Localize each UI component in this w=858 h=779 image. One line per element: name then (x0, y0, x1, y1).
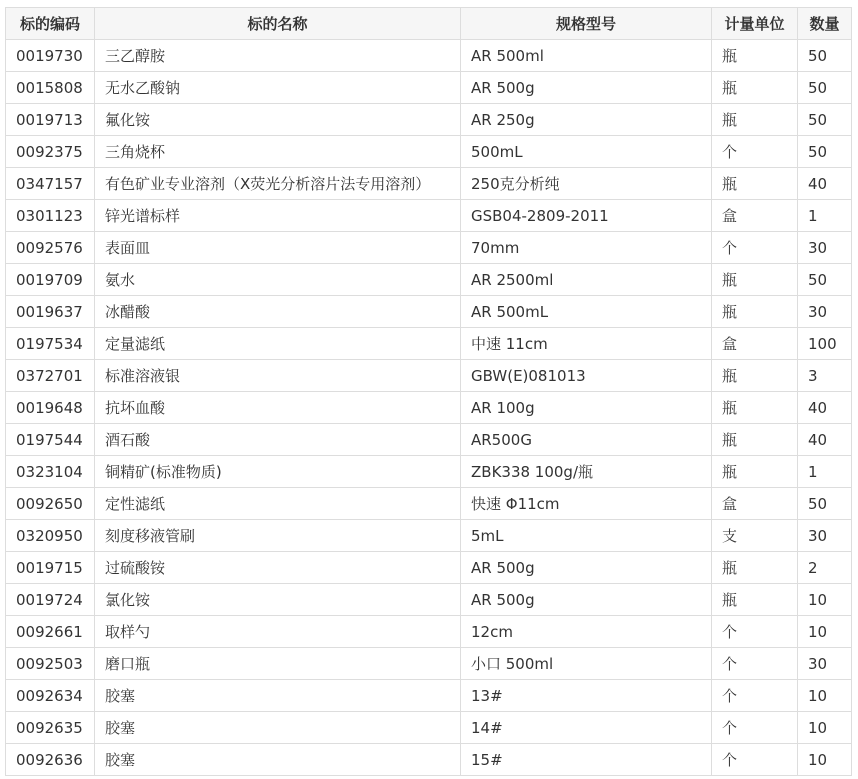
cell-code: 0092503 (6, 648, 95, 680)
cell-quantity: 1 (798, 200, 852, 232)
table-header (6, 8, 852, 40)
cell-unit: 个 (712, 616, 798, 648)
cell-code: 0092661 (6, 616, 95, 648)
cell-code: 0323104 (6, 456, 95, 488)
cell-spec: AR 2500ml (461, 264, 712, 296)
header-unit: 计量单位 (712, 8, 798, 40)
cell-code: 0019730 (6, 40, 95, 72)
cell-spec: 250克分析纯 (461, 168, 712, 200)
table-row (6, 616, 852, 648)
table-row (6, 712, 852, 744)
cell-code: 0320950 (6, 520, 95, 552)
cell-quantity: 30 (798, 520, 852, 552)
cell-code: 0092635 (6, 712, 95, 744)
cell-name: 铜精矿(标准物质) (95, 456, 461, 488)
cell-unit: 盒 (712, 328, 798, 360)
cell-code: 0092634 (6, 680, 95, 712)
cell-code: 0019648 (6, 392, 95, 424)
cell-name: 氨水 (95, 264, 461, 296)
cell-name: 抗坏血酸 (95, 392, 461, 424)
cell-spec: AR 500g (461, 552, 712, 584)
cell-quantity: 50 (798, 104, 852, 136)
cell-name: 三乙醇胺 (95, 40, 461, 72)
cell-unit: 盒 (712, 488, 798, 520)
header-spec: 规格型号 (461, 8, 712, 40)
cell-code: 0197534 (6, 328, 95, 360)
cell-unit: 瓶 (712, 40, 798, 72)
cell-unit: 瓶 (712, 552, 798, 584)
cell-quantity: 30 (798, 232, 852, 264)
cell-name: 刻度移液管刷 (95, 520, 461, 552)
table-row (6, 456, 852, 488)
cell-unit: 瓶 (712, 360, 798, 392)
cell-code: 0372701 (6, 360, 95, 392)
header-quantity: 数量 (798, 8, 852, 40)
cell-unit: 瓶 (712, 72, 798, 104)
table-row (6, 744, 852, 776)
cell-name: 三角烧杯 (95, 136, 461, 168)
table-row (6, 200, 852, 232)
table-row (6, 328, 852, 360)
cell-spec: AR 100g (461, 392, 712, 424)
cell-spec: ZBK338 100g/瓶 (461, 456, 712, 488)
table-row (6, 392, 852, 424)
cell-code: 0015808 (6, 72, 95, 104)
cell-unit: 瓶 (712, 424, 798, 456)
cell-name: 表面皿 (95, 232, 461, 264)
cell-spec: AR 250g (461, 104, 712, 136)
cell-spec: 13# (461, 680, 712, 712)
cell-spec: 快速 Φ11cm (461, 488, 712, 520)
cell-quantity: 40 (798, 168, 852, 200)
table-row (6, 136, 852, 168)
cell-spec: 15# (461, 744, 712, 776)
cell-name: 定性滤纸 (95, 488, 461, 520)
cell-unit: 个 (712, 136, 798, 168)
table-row (6, 104, 852, 136)
cell-unit: 瓶 (712, 264, 798, 296)
cell-code: 0019713 (6, 104, 95, 136)
table-row (6, 520, 852, 552)
cell-quantity: 30 (798, 648, 852, 680)
cell-spec: GSB04-2809-2011 (461, 200, 712, 232)
cell-quantity: 50 (798, 72, 852, 104)
header-row (6, 8, 852, 40)
cell-spec: 12cm (461, 616, 712, 648)
cell-quantity: 1 (798, 456, 852, 488)
cell-spec: 5mL (461, 520, 712, 552)
table-row (6, 648, 852, 680)
cell-name: 无水乙酸钠 (95, 72, 461, 104)
cell-spec: GBW(E)081013 (461, 360, 712, 392)
cell-name: 取样勺 (95, 616, 461, 648)
cell-code: 0092650 (6, 488, 95, 520)
header-name: 标的名称 (95, 8, 461, 40)
cell-spec: 14# (461, 712, 712, 744)
cell-name: 过硫酸铵 (95, 552, 461, 584)
cell-unit: 个 (712, 648, 798, 680)
cell-quantity: 10 (798, 712, 852, 744)
cell-spec: AR500G (461, 424, 712, 456)
cell-unit: 瓶 (712, 296, 798, 328)
cell-name: 氟化铵 (95, 104, 461, 136)
cell-unit: 个 (712, 712, 798, 744)
cell-quantity: 10 (798, 616, 852, 648)
cell-quantity: 50 (798, 264, 852, 296)
cell-code: 0092576 (6, 232, 95, 264)
materials-table (5, 7, 852, 776)
cell-unit: 个 (712, 232, 798, 264)
cell-quantity: 50 (798, 40, 852, 72)
cell-spec: AR 500mL (461, 296, 712, 328)
table-row (6, 168, 852, 200)
cell-unit: 瓶 (712, 168, 798, 200)
cell-spec: AR 500ml (461, 40, 712, 72)
table-container (5, 7, 852, 776)
table-row (6, 72, 852, 104)
cell-unit: 支 (712, 520, 798, 552)
table-body (6, 40, 852, 776)
cell-name: 酒石酸 (95, 424, 461, 456)
cell-quantity: 100 (798, 328, 852, 360)
cell-name: 冰醋酸 (95, 296, 461, 328)
cell-quantity: 10 (798, 680, 852, 712)
cell-quantity: 2 (798, 552, 852, 584)
cell-name: 胶塞 (95, 744, 461, 776)
cell-spec: 中速 11cm (461, 328, 712, 360)
cell-code: 0197544 (6, 424, 95, 456)
cell-name: 标准溶液银 (95, 360, 461, 392)
table-row (6, 360, 852, 392)
cell-quantity: 3 (798, 360, 852, 392)
cell-name: 锌光谱标样 (95, 200, 461, 232)
cell-quantity: 50 (798, 136, 852, 168)
cell-code: 0019724 (6, 584, 95, 616)
cell-unit: 个 (712, 680, 798, 712)
cell-unit: 盒 (712, 200, 798, 232)
table-row (6, 40, 852, 72)
cell-code: 0019715 (6, 552, 95, 584)
cell-quantity: 40 (798, 392, 852, 424)
table-row (6, 488, 852, 520)
cell-code: 0019709 (6, 264, 95, 296)
header-code: 标的编码 (6, 8, 95, 40)
cell-quantity: 40 (798, 424, 852, 456)
table-row (6, 680, 852, 712)
cell-name: 胶塞 (95, 680, 461, 712)
cell-quantity: 10 (798, 584, 852, 616)
cell-code: 0092375 (6, 136, 95, 168)
cell-code: 0019637 (6, 296, 95, 328)
cell-unit: 瓶 (712, 104, 798, 136)
table-row (6, 552, 852, 584)
table-row (6, 264, 852, 296)
cell-quantity: 50 (798, 488, 852, 520)
table-row (6, 296, 852, 328)
cell-name: 胶塞 (95, 712, 461, 744)
cell-unit: 瓶 (712, 392, 798, 424)
cell-spec: 小口 500ml (461, 648, 712, 680)
table-row (6, 232, 852, 264)
cell-name: 有色矿业专业溶剂（X荧光分析溶片法专用溶剂） (95, 168, 461, 200)
cell-unit: 瓶 (712, 584, 798, 616)
cell-name: 磨口瓶 (95, 648, 461, 680)
cell-unit: 瓶 (712, 456, 798, 488)
cell-code: 0301123 (6, 200, 95, 232)
table-row (6, 584, 852, 616)
cell-quantity: 10 (798, 744, 852, 776)
cell-name: 氯化铵 (95, 584, 461, 616)
cell-code: 0092636 (6, 744, 95, 776)
cell-quantity: 30 (798, 296, 852, 328)
cell-spec: AR 500g (461, 72, 712, 104)
cell-spec: 70mm (461, 232, 712, 264)
cell-spec: AR 500g (461, 584, 712, 616)
cell-spec: 500mL (461, 136, 712, 168)
cell-unit: 个 (712, 744, 798, 776)
cell-code: 0347157 (6, 168, 95, 200)
cell-name: 定量滤纸 (95, 328, 461, 360)
table-row (6, 424, 852, 456)
